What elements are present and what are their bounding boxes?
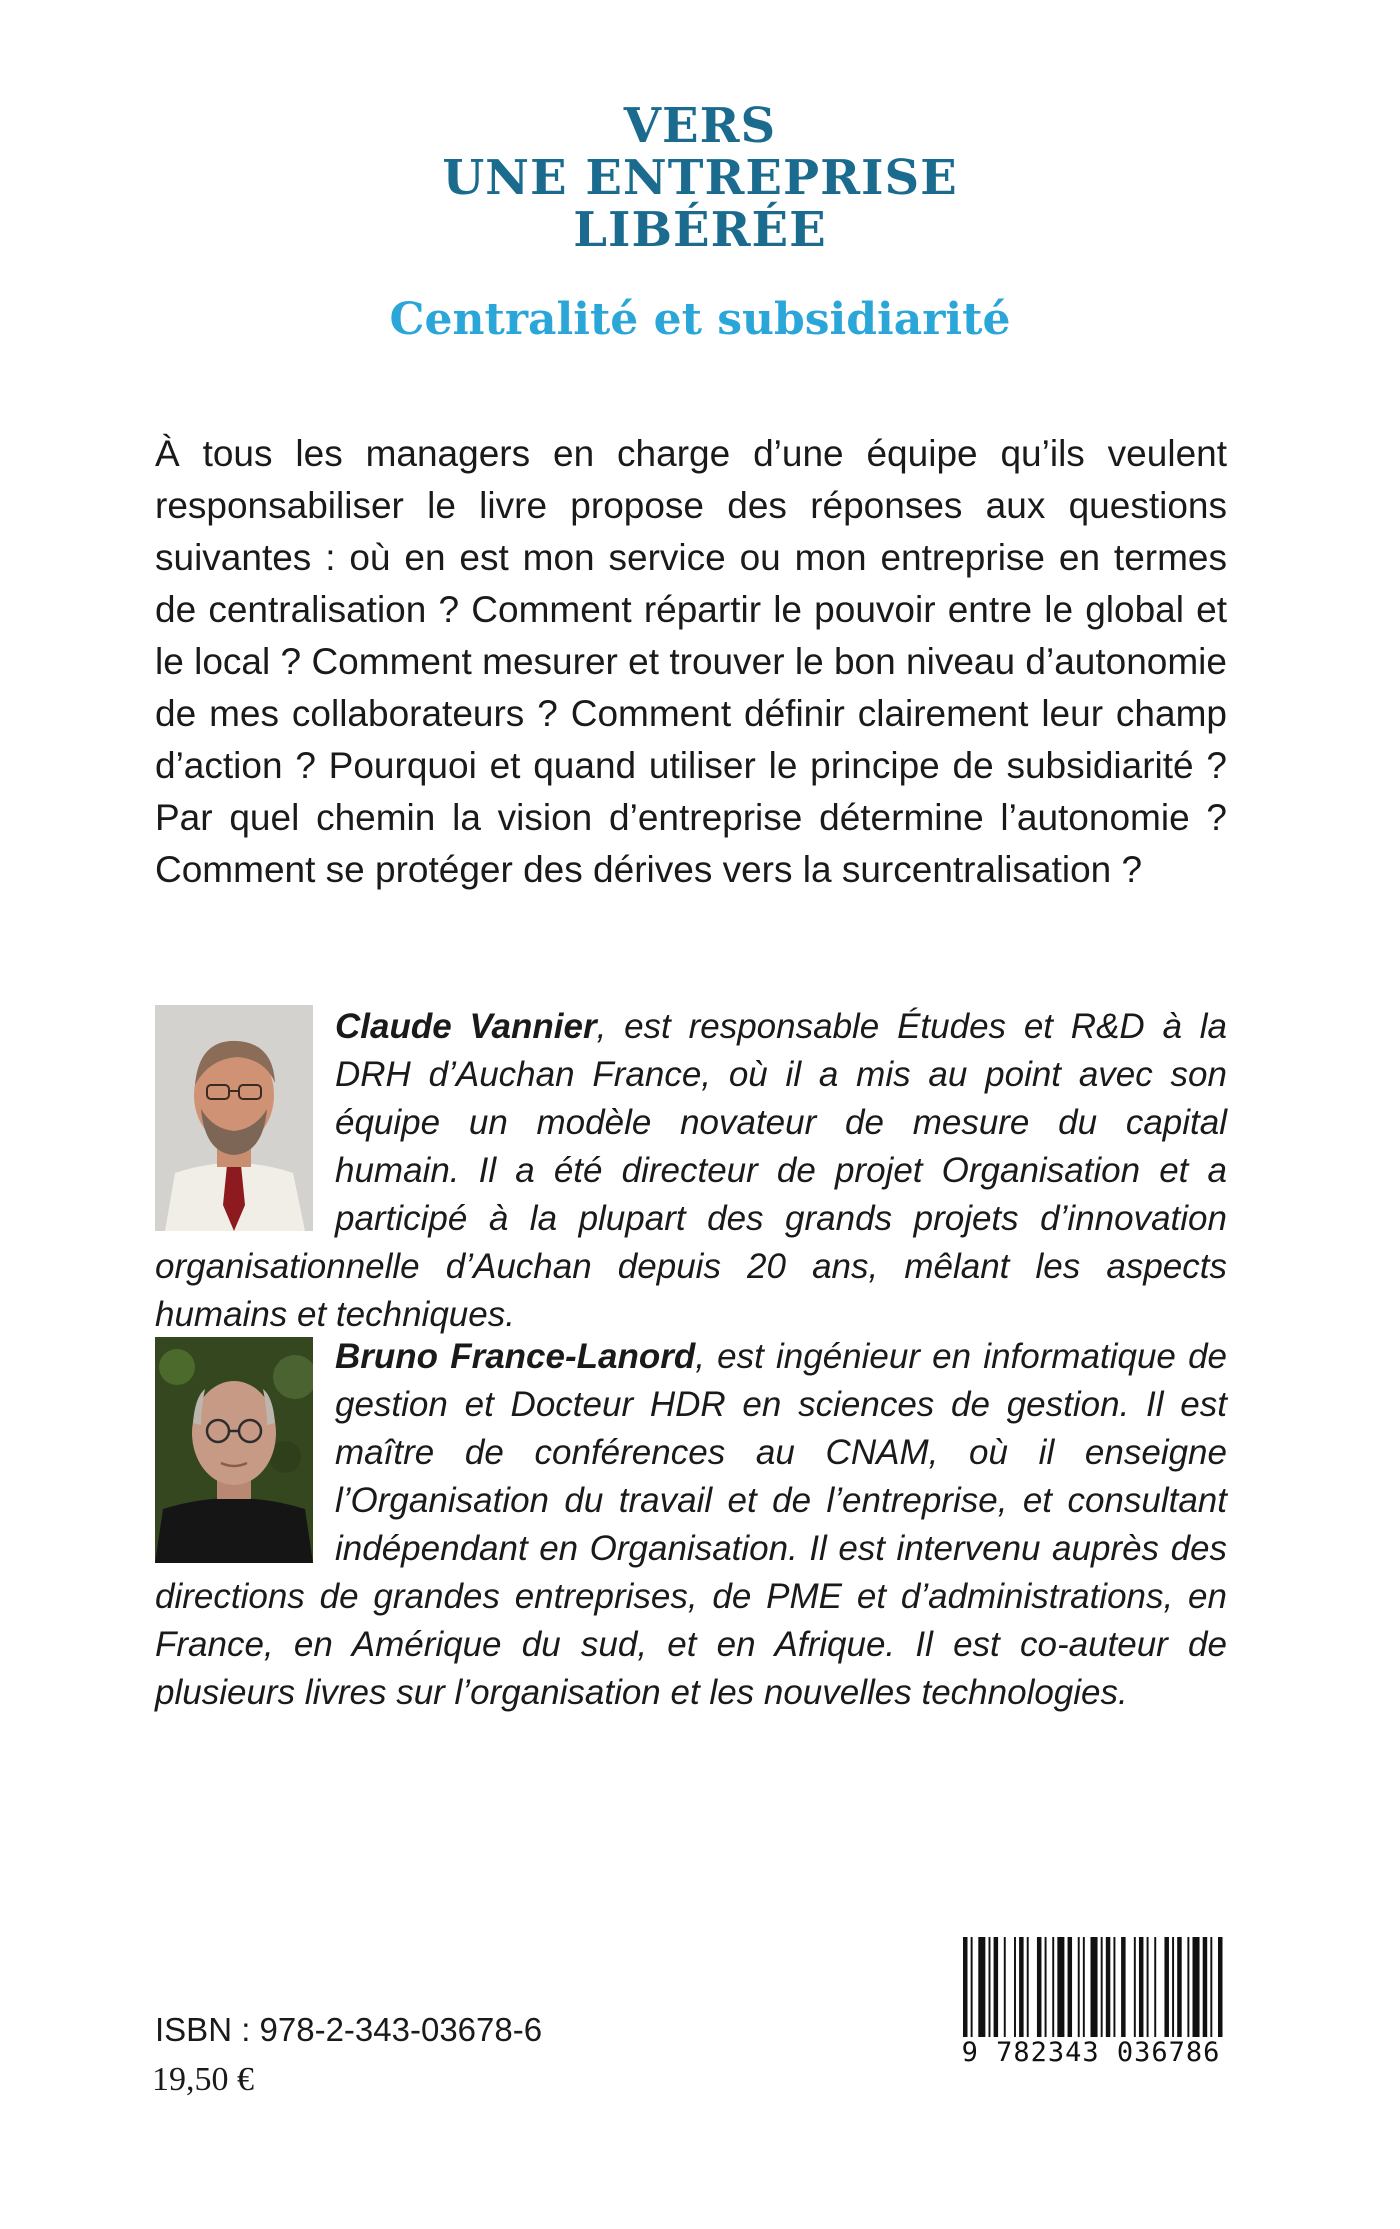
barcode-bar bbox=[1121, 1937, 1126, 2043]
title-line-2: UNE ENTREPRISE bbox=[442, 150, 958, 206]
barcode-bar bbox=[1057, 1937, 1064, 2043]
barcode-bar bbox=[1193, 1937, 1200, 2043]
barcode-bar bbox=[1083, 1937, 1085, 2043]
barcode-bar bbox=[1164, 1937, 1169, 2043]
price-text: 19,50 € bbox=[152, 2061, 254, 2098]
barcode-bar bbox=[1113, 1937, 1115, 2043]
barcode-bar bbox=[1014, 1937, 1016, 2043]
barcode-bar bbox=[1187, 1937, 1189, 2043]
barcode-bar bbox=[1037, 1937, 1042, 2043]
barcode-bar bbox=[1004, 1937, 1006, 2043]
barcode-bar bbox=[1210, 1937, 1212, 2043]
author-bio-bruno-france-lanord bbox=[155, 1333, 1227, 1717]
barcode-bar bbox=[1106, 1937, 1111, 2043]
book-subtitle: Centralité et subsidiarité bbox=[389, 294, 1011, 345]
author-photo-claude-vannier bbox=[155, 1005, 313, 1231]
barcode-bar bbox=[1134, 1937, 1136, 2043]
barcode-bar bbox=[994, 1937, 999, 2043]
barcode-bar bbox=[1172, 1937, 1174, 2043]
barcode-bar bbox=[1078, 1937, 1080, 2043]
title-line-3: LIBÉRÉE bbox=[573, 202, 827, 258]
isbn-barcode bbox=[955, 1933, 1227, 2083]
barcode-bar bbox=[1052, 1937, 1054, 2043]
author-name-bruno-france-lanord: Bruno France-Lanord bbox=[335, 1337, 696, 1376]
author-bio-text-claude-vannier: , est responsable Études et R&D à la DRH d’Auchan France, où il a mis au point avec son équipe un modèle novateur de mesure du capital humain. Il a été directeur de projet Organisation et a participé à la plupart des grands projets d’innovation organisationnelle d’Auchan depuis 20 ans, mêlant les aspects humains et techniques. bbox=[155, 1007, 1227, 1334]
book-title bbox=[0, 100, 1400, 256]
author-name-claude-vannier: Claude Vannier bbox=[335, 1007, 597, 1046]
barcode-bar bbox=[1068, 1937, 1073, 2043]
barcode-bar bbox=[1203, 1937, 1208, 2043]
barcode-bar bbox=[1091, 1937, 1098, 2043]
barcode-bars bbox=[955, 1933, 1227, 2043]
barcode-bar bbox=[963, 1937, 968, 2043]
barcode-bar bbox=[978, 1937, 985, 2043]
barcode-bar bbox=[1147, 1937, 1149, 2043]
author-photo-bruno-france-lanord bbox=[155, 1337, 313, 1563]
back-cover-blurb: À tous les managers en charge d’une équipe qu’ils veulent responsabiliser le livre propose des réponses aux questions suivantes : où en est mon service ou mon entreprise en termes de centralisation ? Comment répartir le pouvoir entre le global et le local ? Comment mesurer et trouver le bon niveau d’autonomie de mes collaborateurs ? Comment définir clairement leur champ d’action ? Pourquoi et quand utiliser le principe de subsidiarité ? Par quel chemin la vision d’entreprise détermine l’autonomie ? Comment se protéger des dérives vers la surcentralisation ? bbox=[155, 433, 1227, 890]
barcode-bar bbox=[1139, 1937, 1144, 2043]
barcode-bar bbox=[1045, 1937, 1047, 2043]
isbn-text: ISBN : 978-2-343-03678-6 bbox=[155, 2011, 543, 2048]
author-bio-claude-vannier bbox=[155, 1003, 1227, 1339]
barcode-bar bbox=[1154, 1937, 1156, 2043]
title-line-1: VERS bbox=[623, 98, 777, 154]
barcode-bar bbox=[1019, 1937, 1024, 2043]
barcode-bar bbox=[989, 1937, 991, 2043]
barcode-bar bbox=[1218, 1937, 1223, 2043]
author-bio-text-bruno-france-lanord: , est ingénieur en informatique de gestion et Docteur HDR en sciences de gestion. Il est maître de conférences au CNAM, où il enseigne l’Organisation du travail et de l’entreprise, et consultant indépendant en Organisation. Il est intervenu auprès des directions de grandes entreprises, de PME et d’administrations, en France, en Amérique du sud, et en Afrique. Il est co-auteur de plusieurs livres sur l’organisation et les nouvelles technologies. bbox=[155, 1337, 1227, 1712]
barcode-bar bbox=[1027, 1937, 1029, 2043]
barcode-bar bbox=[1101, 1937, 1103, 2043]
barcode-bar bbox=[1177, 1937, 1182, 2043]
barcode-digits: 9 782343 036786 bbox=[955, 2037, 1227, 2069]
barcode-bar bbox=[971, 1937, 973, 2043]
